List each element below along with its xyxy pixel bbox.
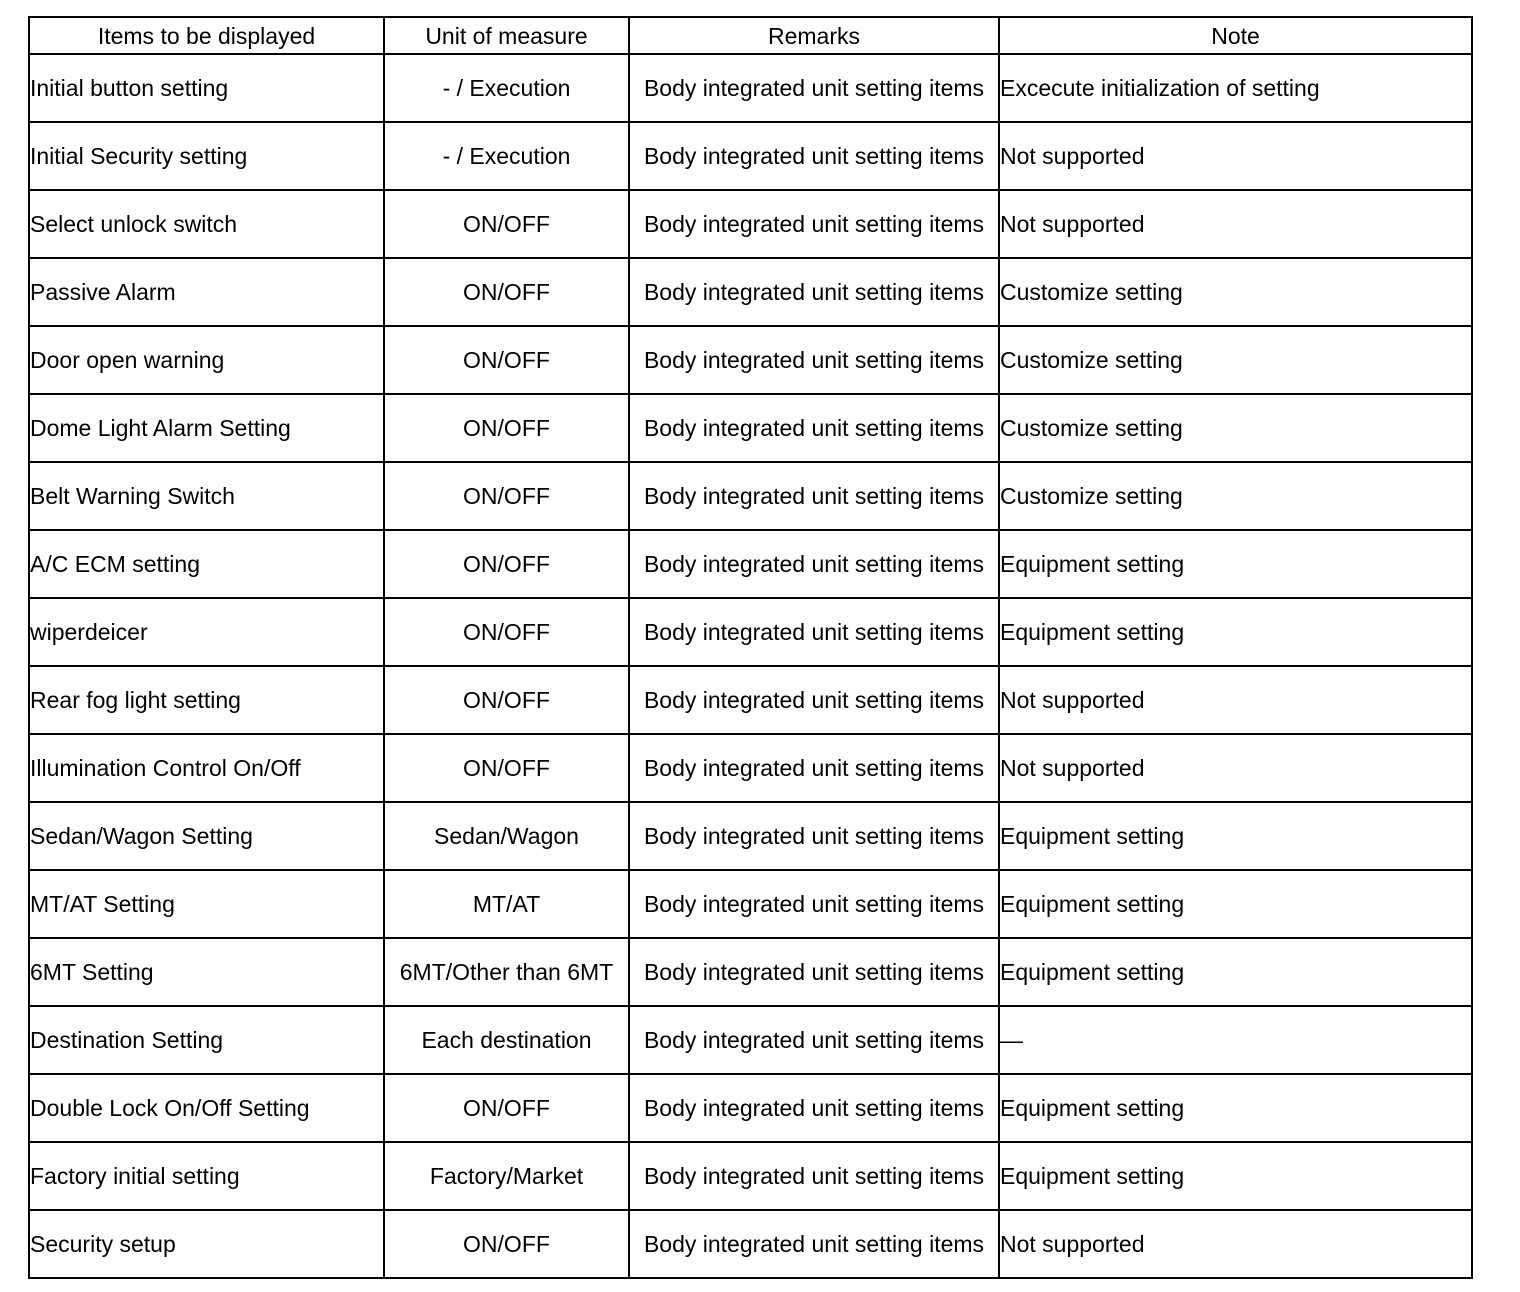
table-row	[29, 666, 1472, 734]
item-cell: Door open warning	[29, 326, 384, 394]
note-cell: Not supported	[999, 122, 1472, 190]
remarks-cell: Body integrated unit setting items	[629, 1210, 999, 1278]
remarks-cell: Body integrated unit setting items	[629, 734, 999, 802]
item-cell: Factory initial setting	[29, 1142, 384, 1210]
table-row	[29, 598, 1472, 666]
header-items: Items to be displayed	[29, 17, 384, 54]
item-cell: Rear fog light setting	[29, 666, 384, 734]
remarks-cell: Body integrated unit setting items	[629, 870, 999, 938]
note-cell: Not supported	[999, 666, 1472, 734]
item-cell: wiperdeicer	[29, 598, 384, 666]
remarks-cell: Body integrated unit setting items	[629, 122, 999, 190]
note-cell: Customize setting	[999, 326, 1472, 394]
remarks-cell: Body integrated unit setting items	[629, 54, 999, 122]
remarks-cell: Body integrated unit setting items	[629, 1142, 999, 1210]
note-cell: —	[999, 1006, 1472, 1074]
item-cell: MT/AT Setting	[29, 870, 384, 938]
unit-cell: ON/OFF	[384, 666, 629, 734]
note-cell: Not supported	[999, 734, 1472, 802]
remarks-cell: Body integrated unit setting items	[629, 258, 999, 326]
item-cell: Dome Light Alarm Setting	[29, 394, 384, 462]
remarks-cell: Body integrated unit setting items	[629, 462, 999, 530]
unit-cell: ON/OFF	[384, 190, 629, 258]
header-row	[29, 17, 1472, 54]
item-cell: Double Lock On/Off Setting	[29, 1074, 384, 1142]
note-cell: Customize setting	[999, 394, 1472, 462]
table-row	[29, 54, 1472, 122]
header-unit: Unit of measure	[384, 17, 629, 54]
remarks-cell: Body integrated unit setting items	[629, 802, 999, 870]
unit-cell: Sedan/Wagon	[384, 802, 629, 870]
note-cell: Customize setting	[999, 462, 1472, 530]
unit-cell: ON/OFF	[384, 1210, 629, 1278]
unit-cell: ON/OFF	[384, 258, 629, 326]
header-remarks: Remarks	[629, 17, 999, 54]
item-cell: Select unlock switch	[29, 190, 384, 258]
item-cell: Sedan/Wagon Setting	[29, 802, 384, 870]
note-cell: Equipment setting	[999, 598, 1472, 666]
unit-cell: ON/OFF	[384, 530, 629, 598]
table-row	[29, 734, 1472, 802]
header-note: Note	[999, 17, 1472, 54]
table-row	[29, 258, 1472, 326]
note-cell: Equipment setting	[999, 1142, 1472, 1210]
note-cell: Not supported	[999, 1210, 1472, 1278]
remarks-cell: Body integrated unit setting items	[629, 598, 999, 666]
item-cell: Security setup	[29, 1210, 384, 1278]
unit-cell: ON/OFF	[384, 462, 629, 530]
table-row	[29, 122, 1472, 190]
item-cell: Passive Alarm	[29, 258, 384, 326]
table-header	[29, 17, 1472, 54]
table-row	[29, 870, 1472, 938]
item-cell: A/C ECM setting	[29, 530, 384, 598]
table-row	[29, 326, 1472, 394]
item-cell: Initial button setting	[29, 54, 384, 122]
remarks-cell: Body integrated unit setting items	[629, 1006, 999, 1074]
unit-cell: ON/OFF	[384, 598, 629, 666]
unit-cell: - / Execution	[384, 122, 629, 190]
table-row	[29, 190, 1472, 258]
unit-cell: 6MT/Other than 6MT	[384, 938, 629, 1006]
unit-cell: ON/OFF	[384, 1074, 629, 1142]
note-cell: Customize setting	[999, 258, 1472, 326]
note-cell: Equipment setting	[999, 870, 1472, 938]
table-row	[29, 1142, 1472, 1210]
table-row	[29, 1210, 1472, 1278]
remarks-cell: Body integrated unit setting items	[629, 1074, 999, 1142]
note-cell: Not supported	[999, 190, 1472, 258]
unit-cell: Each destination	[384, 1006, 629, 1074]
table-row	[29, 1006, 1472, 1074]
note-cell: Excecute initialization of setting	[999, 54, 1472, 122]
table-row	[29, 802, 1472, 870]
item-cell: Destination Setting	[29, 1006, 384, 1074]
note-cell: Equipment setting	[999, 1074, 1472, 1142]
remarks-cell: Body integrated unit setting items	[629, 190, 999, 258]
remarks-cell: Body integrated unit setting items	[629, 394, 999, 462]
settings-table	[28, 16, 1473, 1279]
table-row	[29, 530, 1472, 598]
note-cell: Equipment setting	[999, 530, 1472, 598]
item-cell: Belt Warning Switch	[29, 462, 384, 530]
remarks-cell: Body integrated unit setting items	[629, 666, 999, 734]
table-row	[29, 1074, 1472, 1142]
remarks-cell: Body integrated unit setting items	[629, 938, 999, 1006]
remarks-cell: Body integrated unit setting items	[629, 530, 999, 598]
unit-cell: - / Execution	[384, 54, 629, 122]
remarks-cell: Body integrated unit setting items	[629, 326, 999, 394]
note-cell: Equipment setting	[999, 802, 1472, 870]
unit-cell: ON/OFF	[384, 734, 629, 802]
item-cell: Initial Security setting	[29, 122, 384, 190]
table-row	[29, 462, 1472, 530]
unit-cell: ON/OFF	[384, 394, 629, 462]
item-cell: 6MT Setting	[29, 938, 384, 1006]
table-body	[29, 54, 1472, 1278]
note-cell: Equipment setting	[999, 938, 1472, 1006]
unit-cell: ON/OFF	[384, 326, 629, 394]
unit-cell: Factory/Market	[384, 1142, 629, 1210]
table-row	[29, 394, 1472, 462]
table-row	[29, 938, 1472, 1006]
unit-cell: MT/AT	[384, 870, 629, 938]
item-cell: Illumination Control On/Off	[29, 734, 384, 802]
